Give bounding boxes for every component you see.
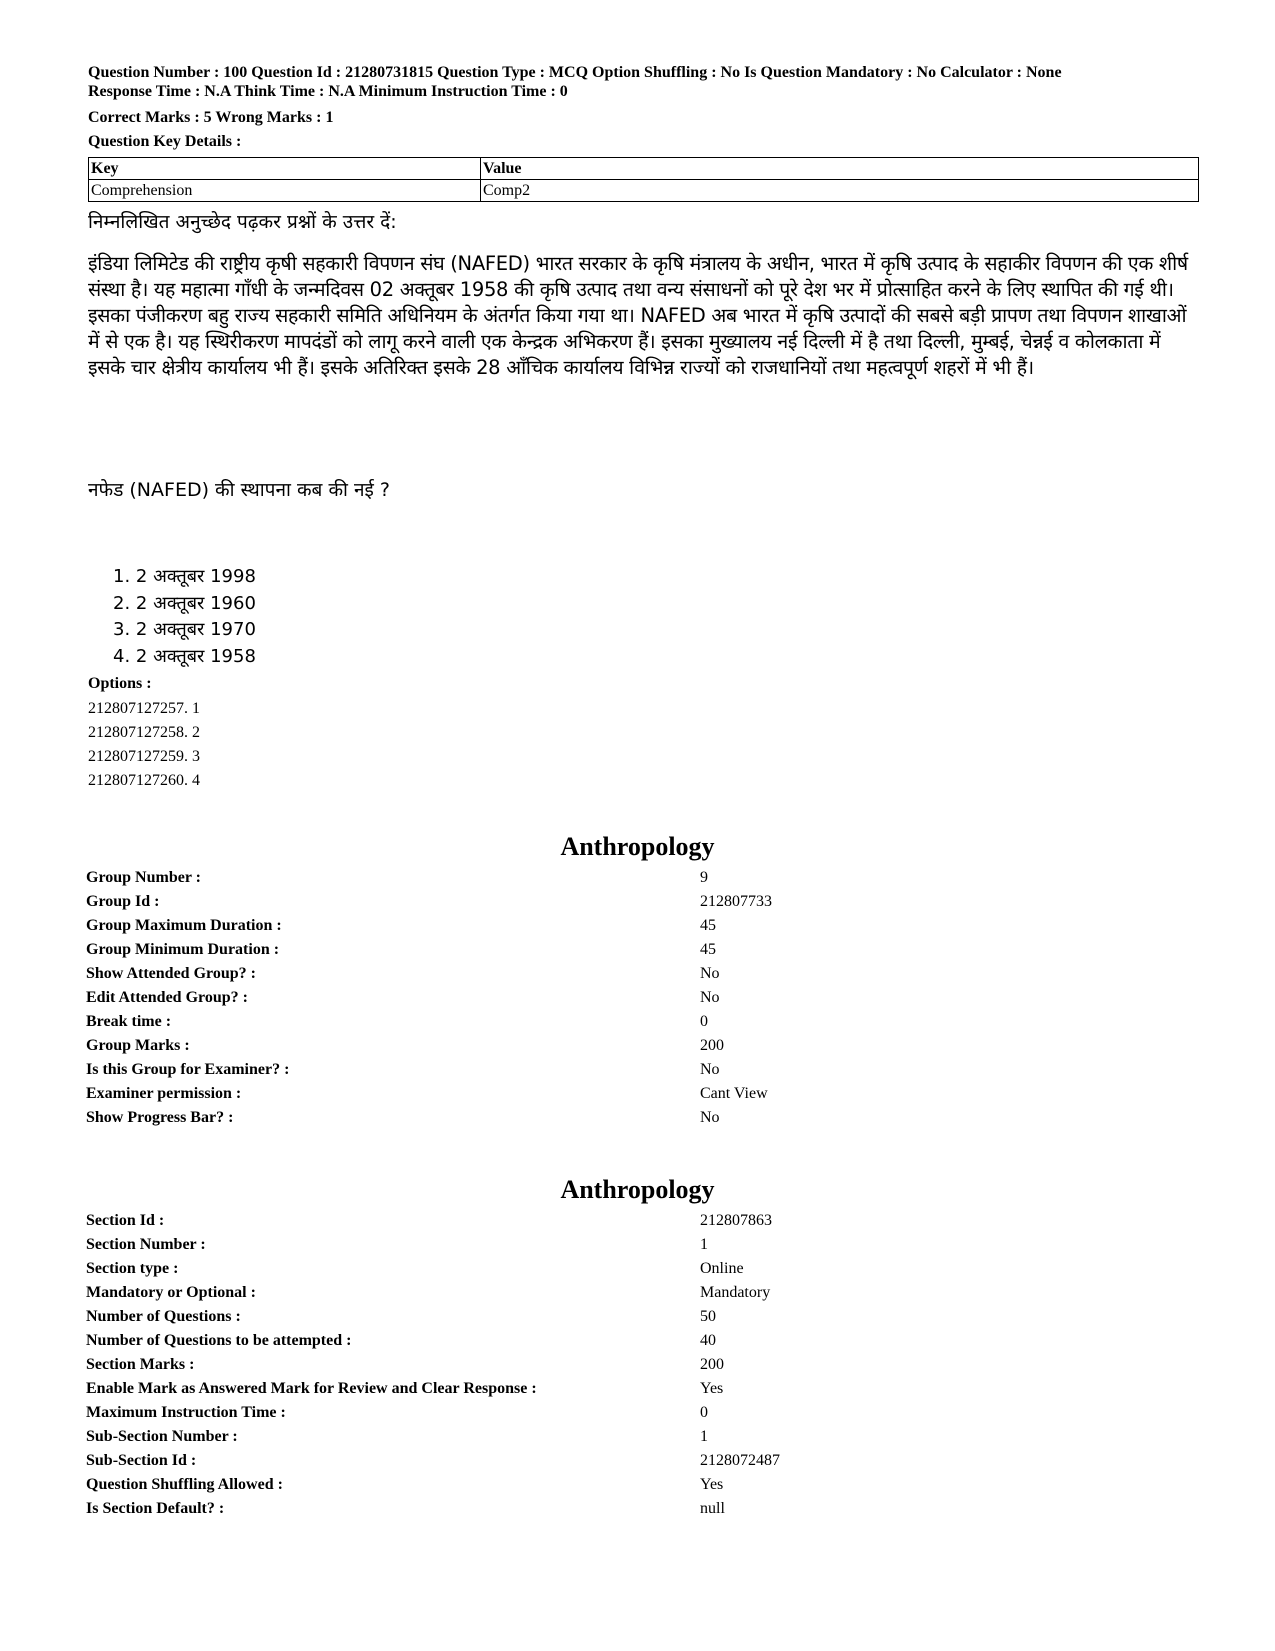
info-row [86,890,1186,914]
section-info-list [86,1209,1186,1521]
info-value: 45 [700,917,716,934]
info-key: Enable Mark as Answered Mark for Review and Clear Response : [86,1380,537,1397]
table-header-row [89,158,1199,180]
info-value: null [700,1500,725,1517]
info-value: No [700,965,720,982]
info-row [86,1034,1186,1058]
info-key: Show Progress Bar? : [86,1109,234,1126]
info-key: Examiner permission : [86,1085,242,1102]
info-value: No [700,1109,720,1126]
info-key: Number of Questions : [86,1308,241,1325]
info-value: 200 [700,1356,724,1373]
info-value: 200 [700,1037,724,1054]
info-row [86,1233,1186,1257]
info-row [86,962,1186,986]
info-key: Break time : [86,1013,172,1030]
info-value: 9 [700,869,708,886]
info-row [86,1401,1186,1425]
info-key: Section Id : [86,1212,165,1229]
info-row [86,1329,1186,1353]
option-id-item: 212807127257. 1 [88,700,200,717]
info-value: 0 [700,1404,708,1421]
info-value: No [700,1061,720,1078]
info-value: 212807863 [700,1212,772,1229]
section-title: Anthropology [560,1175,715,1204]
question-key-table [88,157,1199,202]
info-value: 1 [700,1428,708,1445]
info-value: 40 [700,1332,716,1349]
info-row [86,1449,1186,1473]
info-key: Sub-Section Id : [86,1452,197,1469]
info-row [86,1473,1186,1497]
info-key: Group Id : [86,893,160,910]
info-row [86,1257,1186,1281]
info-row [86,1305,1186,1329]
key-header: Key [89,158,481,180]
info-row [86,1353,1186,1377]
info-row [86,1082,1186,1106]
info-key: Show Attended Group? : [86,965,256,982]
info-key: Maximum Instruction Time : [86,1404,286,1421]
info-value: 0 [700,1013,708,1030]
info-key: Sub-Section Number : [86,1428,238,1445]
option-id-item: 212807127260. 4 [88,772,200,789]
info-value: No [700,989,720,1006]
value-cell: Comp2 [481,180,1199,202]
group-title: Anthropology [560,832,715,861]
info-row [86,1425,1186,1449]
key-details-label: Question Key Details : [88,133,242,150]
info-value: Mandatory [700,1284,771,1301]
choice-item: 1. 2 अक्तूबर 1998 [113,566,256,587]
info-row [86,866,1186,890]
info-value: Online [700,1260,744,1277]
option-id-item: 212807127258. 2 [88,724,200,741]
group-info-list [86,866,1186,1130]
info-row [86,1497,1186,1521]
instruction-text: निम्नलिखित अनुच्छेद पढ़कर प्रश्नों के उत्तर दें: [88,211,397,233]
info-key: Is this Group for Examiner? : [86,1061,290,1078]
response-time-line: Response Time : N.A Think Time : N.A Minimum Instruction Time : 0 [88,83,568,100]
info-row [86,1010,1186,1034]
info-key: Section Marks : [86,1356,195,1373]
info-key: Group Number : [86,869,201,886]
option-ids-list [88,697,200,793]
info-row [86,986,1186,1010]
choice-item: 4. 2 अक्तूबर 1958 [113,645,256,667]
info-key: Group Marks : [86,1037,190,1054]
table-row [89,180,1199,202]
marks-line: Correct Marks : 5 Wrong Marks : 1 [88,109,334,126]
info-value: Yes [700,1380,724,1397]
key-cell: Comprehension [89,180,481,202]
info-value: 1 [700,1236,708,1253]
info-key: Group Maximum Duration : [86,917,282,934]
info-value: Cant View [700,1085,768,1102]
info-row [86,1058,1186,1082]
info-key: Number of Questions to be attempted : [86,1332,352,1349]
info-value: Yes [700,1476,724,1493]
value-header: Value [481,158,1199,180]
comprehension-passage: इंडिया लिमिटेड की राष्ट्रीय कृषी सहकारी विपणन संघ (NAFED) भारत सरकार के कृषि मंत्रालय के अधीन, भारत में कृषि उत्पाद के सहाकीर विपणन की एक शीर्ष संस्था है। यह महात्मा गाँधी के जन्मदिवस 02 अक्तूबर 1958 की कृषि उत्पाद तथा वन्य संसाधनों को पूरे देश भर में प्रोत्साहित करने के लिए स्थापित की गई थी। इसका पंजीकरण बहु राज्य सहकारी समिति अधिनियम के अंतर्गत किया गया था। NAFED अब भारत में कृषि उत्पादों की सबसे बड़ी प्रापण तथा विपणन शाखाओं में से एक है। यह स्थिरीकरण मापदंडों को लागू करने वाली एक केन्द्रक अभिकरण हैं। इसका मुख्यालय नई दिल्ली में है तथा दिल्ली, मुम्बई, चेन्नई व कोलकाता में इसके चार क्षेत्रीय कार्यालय भी हैं। इसके अतिरिक्त इसके 28 आँचिक कार्यालय विभिन्न राज्यों को राजधानियों तथा महत्वपूर्ण शहरों में भी हैं। [88,252,1188,379]
info-value: 45 [700,941,716,958]
option-id-item: 212807127259. 3 [88,748,200,765]
question-text: नफेड (NAFED) की स्थापना कब की नई ? [88,479,390,501]
info-value: 2128072487 [700,1452,780,1469]
info-key: Mandatory or Optional : [86,1284,256,1301]
info-value: 50 [700,1308,716,1325]
info-key: Section Number : [86,1236,206,1253]
choice-item: 2. 2 अक्तूबर 1960 [113,592,256,614]
question-meta-line: Question Number : 100 Question Id : 21280731815 Question Type : MCQ Option Shuffling : No Is Question Mandatory : No Calculator : None [88,64,1062,81]
info-key: Question Shuffling Allowed : [86,1476,283,1493]
info-row [86,914,1186,938]
info-key: Edit Attended Group? : [86,989,248,1006]
info-key: Is Section Default? : [86,1500,225,1517]
info-value: 212807733 [700,893,772,910]
options-label: Options : [88,675,152,692]
info-row [86,1209,1186,1233]
info-row [86,1281,1186,1305]
info-key: Section type : [86,1260,179,1277]
info-row [86,938,1186,962]
answer-choices [113,564,256,670]
choice-item: 3. 2 अक्तूबर 1970 [113,619,256,640]
info-row [86,1377,1186,1401]
info-row [86,1106,1186,1130]
info-key: Group Minimum Duration : [86,941,280,958]
